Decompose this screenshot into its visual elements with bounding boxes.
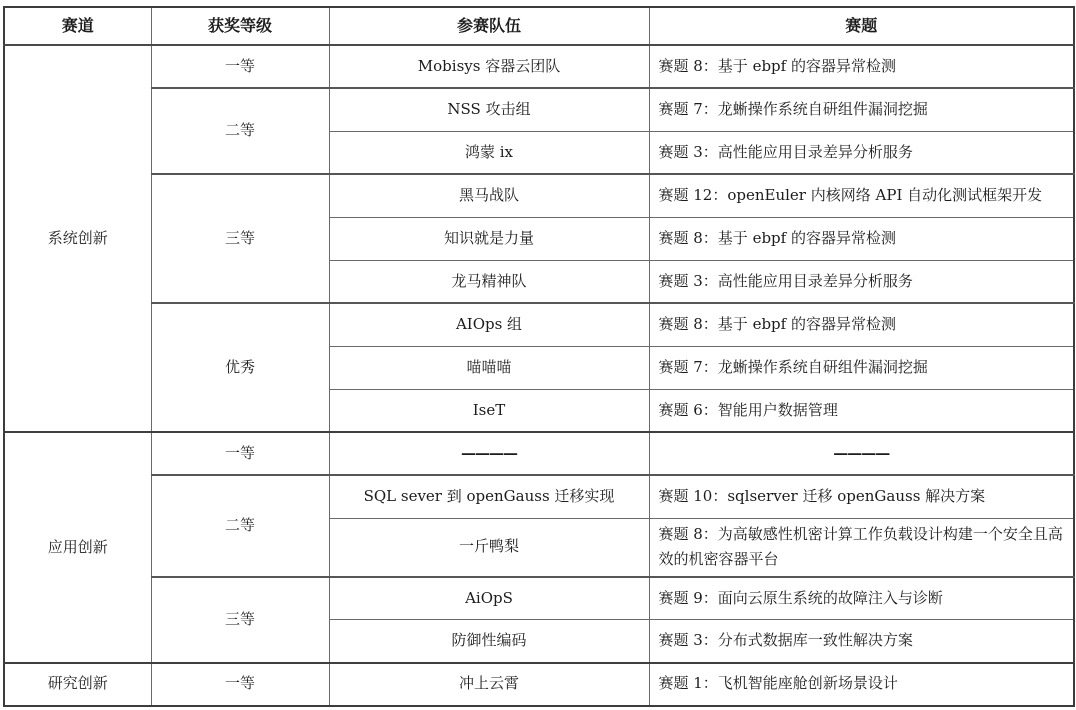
cell-team: AIOps 组 bbox=[329, 303, 649, 346]
cell-level: 一等 bbox=[151, 45, 329, 88]
cell-level: 二等 bbox=[151, 88, 329, 174]
table-row bbox=[4, 577, 1074, 620]
cell-topic: 赛题 7：龙蜥操作系统自研组件漏洞挖掘 bbox=[649, 88, 1074, 131]
cell-topic: 赛题 3：高性能应用目录差异分析服务 bbox=[649, 131, 1074, 174]
cell-team: 冲上云霄 bbox=[329, 663, 649, 706]
col-header-track: 赛道 bbox=[4, 7, 151, 45]
cell-team: 龙马精神队 bbox=[329, 260, 649, 303]
cell-topic: 赛题 3：分布式数据库一致性解决方案 bbox=[649, 620, 1074, 663]
table-row bbox=[4, 45, 1074, 88]
table-row bbox=[4, 88, 1074, 131]
cell-topic: 赛题 3：高性能应用目录差异分析服务 bbox=[649, 260, 1074, 303]
table-row bbox=[4, 432, 1074, 475]
table-row bbox=[4, 663, 1074, 706]
cell-track: 研究创新 bbox=[4, 663, 151, 706]
cell-team: 知识就是力量 bbox=[329, 217, 649, 260]
col-header-topic: 赛题 bbox=[649, 7, 1074, 45]
header-row bbox=[4, 7, 1074, 45]
cell-track: 系统创新 bbox=[4, 45, 151, 432]
cell-level: 三等 bbox=[151, 577, 329, 663]
cell-team: IseT bbox=[329, 389, 649, 432]
cell-topic: ———— bbox=[649, 432, 1074, 475]
cell-team: ———— bbox=[329, 432, 649, 475]
cell-level: 二等 bbox=[151, 475, 329, 577]
cell-team: Mobisys 容器云团队 bbox=[329, 45, 649, 88]
cell-team: NSS 攻击组 bbox=[329, 88, 649, 131]
cell-team: 黑马战队 bbox=[329, 174, 649, 217]
table-row bbox=[4, 303, 1074, 346]
cell-track: 应用创新 bbox=[4, 432, 151, 663]
cell-topic: 赛题 9：面向云原生系统的故障注入与诊断 bbox=[649, 577, 1074, 620]
table-row bbox=[4, 475, 1074, 518]
cell-team: 一斤鸭梨 bbox=[329, 518, 649, 577]
cell-topic: 赛题 6：智能用户数据管理 bbox=[649, 389, 1074, 432]
cell-level: 三等 bbox=[151, 174, 329, 303]
cell-level: 优秀 bbox=[151, 303, 329, 432]
col-header-team: 参赛队伍 bbox=[329, 7, 649, 45]
cell-topic: 赛题 8：基于 ebpf 的容器异常检测 bbox=[649, 45, 1074, 88]
cell-team: 鸿蒙 ix bbox=[329, 131, 649, 174]
cell-topic: 赛题 12：openEuler 内核网络 API 自动化测试框架开发 bbox=[649, 174, 1074, 217]
cell-topic: 赛题 8：基于 ebpf 的容器异常检测 bbox=[649, 303, 1074, 346]
cell-team: 喵喵喵 bbox=[329, 346, 649, 389]
table-row bbox=[4, 174, 1074, 217]
cell-team: SQL sever 到 openGauss 迁移实现 bbox=[329, 475, 649, 518]
cell-topic: 赛题 10：sqlserver 迁移 openGauss 解决方案 bbox=[649, 475, 1074, 518]
cell-topic: 赛题 8：基于 ebpf 的容器异常检测 bbox=[649, 217, 1074, 260]
col-header-level: 获奖等级 bbox=[151, 7, 329, 45]
cell-team: AiOpS bbox=[329, 577, 649, 620]
cell-team: 防御性编码 bbox=[329, 620, 649, 663]
cell-topic: 赛题 1：飞机智能座舱创新场景设计 bbox=[649, 663, 1074, 706]
cell-topic: 赛题 8：为高敏感性机密计算工作负载设计构建一个安全且高效的机密容器平台 bbox=[649, 518, 1074, 577]
cell-level: 一等 bbox=[151, 432, 329, 475]
awards-table bbox=[3, 6, 1075, 707]
cell-level: 一等 bbox=[151, 663, 329, 706]
cell-topic: 赛题 7：龙蜥操作系统自研组件漏洞挖掘 bbox=[649, 346, 1074, 389]
awards-table-body bbox=[4, 45, 1074, 706]
